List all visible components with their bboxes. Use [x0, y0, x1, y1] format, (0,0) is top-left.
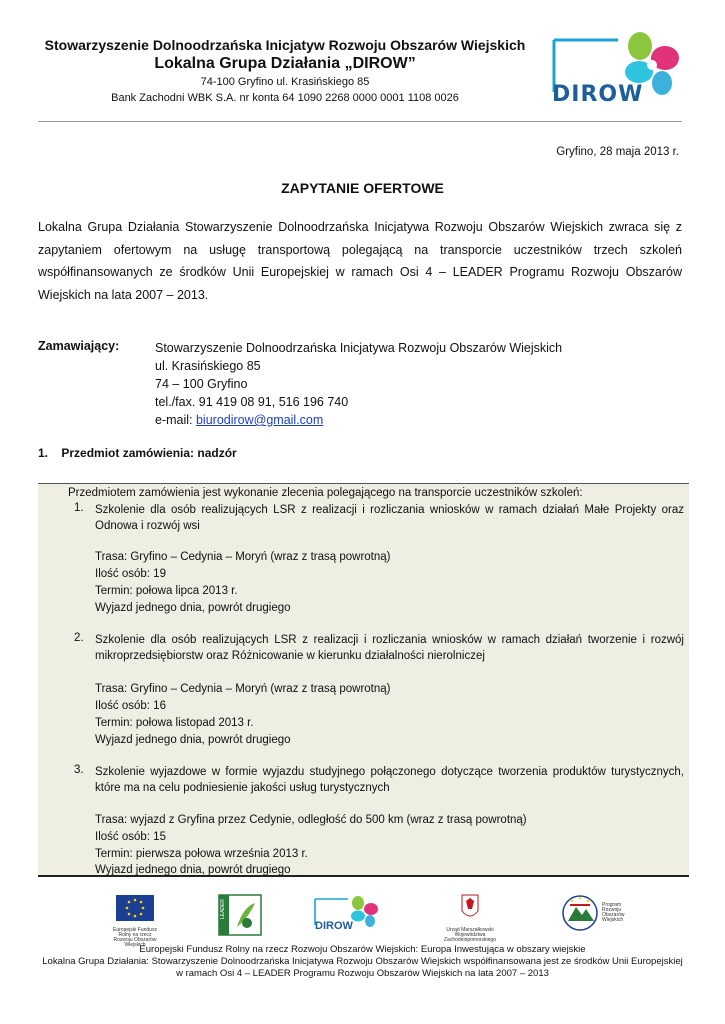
footer-line1: Europejski Fundusz Rolny na rzecz Rozwoju Obszarów Wiejskich: Europa Inwestująca w obszary wiejskie [139, 944, 586, 955]
item-trip: Wyjazd jednego dnia, powrót drugiego [95, 864, 291, 876]
item-term: Termin: pierwsza połowa września 2013 r. [95, 848, 308, 860]
org-address: 74-100 Gryfino ul. Krasińskiego 85 [200, 76, 370, 88]
ordering-line3: 74 – 100 Gryfino [155, 377, 248, 391]
item-number: 2. [74, 632, 84, 644]
logo-text: DIROW [552, 82, 644, 107]
item-term: Termin: połowa lipca 2013 r. [95, 585, 238, 597]
dirow-small-text: DIROW [315, 920, 353, 932]
dirow-small-logo [312, 893, 384, 937]
prow-logo [558, 893, 628, 937]
item-description: Szkolenie dla osób realizujących LSR z realizacji i rozliczania wniosków w ramach działań tworzenie i rozwój mikroprzedsiębiorstw oraz Różnicowanie w kierunku działalności nierolniczej [95, 634, 684, 662]
document-title: ZAPYTANIE OFERTOWE [281, 180, 444, 196]
footer-line3: w ramach Osi 4 – LEADER Programu Rozwoju Obszarów Wiejskich na lata 2007 – 2013 [176, 968, 549, 979]
item-route: Trasa: Gryfino – Cedynia – Moryń (wraz z trasą powrotną) [95, 683, 391, 695]
item-people: Ilość osób: 16 [95, 700, 166, 712]
item-number: 3. [74, 764, 84, 776]
ordering-details [155, 339, 562, 429]
section-number: 1. [38, 446, 49, 460]
intro-paragraph: Lokalna Grupa Działania Stowarzyszenie Dolnoodrzańska Inicjatywa Rozwoju Obszarów Wiejskich zwraca się z zapytaniem ofertowym na usługę transportową polegającą na transporcie uczestników trzech szkoleń współfinansowanych ze środków Unii Europejskiej w ramach Osi 4 – LEADER Programu Rozwoju Obszarów Wiejskich na lata 2007 – 2013. [38, 220, 682, 302]
item-route: Trasa: wyjazd z Gryfina przez Cedynie, odległość do 500 km (wraz z trasą powrotną) [95, 814, 527, 826]
ordering-email-row [155, 411, 562, 429]
item-trip: Wyjazd jednego dnia, powrót drugiego [95, 602, 291, 614]
leader-text: LEADER [220, 899, 226, 920]
header-divider [38, 121, 682, 122]
item-number: 1. [74, 502, 84, 514]
footer [0, 944, 725, 980]
email-label: e-mail: [155, 413, 196, 427]
footer-line2: Lokalna Grupa Działania: Stowarzyszenie Dolnoodrzańska Inicjatywa Rozwoju Obszarów Wiejskich współfinansowana jest ze środków Unii Europejskiej [42, 956, 683, 967]
ordering-label: Zamawiający: [38, 339, 120, 353]
ordering-line1: Stowarzyszenie Dolnoodrzańska Inicjatywa Rozwoju Obszarów Wiejskich [155, 341, 563, 355]
org-name: Stowarzyszenie Dolnoodrzańska Inicjatyw Rozwoju Obszarów Wiejskich [44, 37, 526, 53]
prow-caption: Program Rozwoju Obszarów Wiejskich [602, 902, 625, 923]
section-heading [38, 446, 237, 460]
urzad-caption: Urząd Marszałkowski Województwa Zachodniopomorskiego [444, 927, 496, 943]
ordering-line2: ul. Krasińskiego 85 [155, 359, 261, 373]
item-people: Ilość osób: 19 [95, 568, 166, 580]
urzad-logo [440, 893, 500, 943]
box-intro: Przedmiotem zamówienia jest wykonanie zlecenia polegającego na transporcie uczestników szkoleń: [68, 487, 583, 499]
bank-account: Bank Zachodni WBK S.A. nr konta 64 1090 2268 0000 0001 1108 0026 [111, 92, 459, 104]
email-link[interactable]: biurodirow@gmail.com [195, 413, 324, 427]
leader-logo [215, 893, 265, 937]
eu-caption: Europejski Fundusz Rolny na rzecz Rozwoju Obszarów Wiejskich [113, 927, 157, 948]
item-term: Termin: połowa listopad 2013 r. [95, 717, 254, 729]
document-date: Gryfino, 28 maja 2013 r. [556, 146, 679, 158]
section-title: Przedmiot zamówienia: nadzór [61, 446, 237, 460]
item-people: Ilość osób: 15 [95, 831, 166, 843]
ordering-line4: tel./fax. 91 419 08 91, 516 196 740 [155, 395, 349, 409]
item-description: Szkolenie dla osób realizujących LSR z realizacji i rozliczania wniosków w ramach działań Małe Projekty oraz Odnowa i rozwój wsi [95, 504, 684, 532]
dirow-logo [548, 28, 688, 113]
item-description: Szkolenie wyjazdowe w formie wyjazdu studyjnego połączonego dotyczące tworzenia produktów turystycznych, które ma na celu podniesienie jakości usług turystycznych [95, 766, 684, 794]
eu-logo [110, 895, 160, 948]
item-route: Trasa: Gryfino – Cedynia – Moryń (wraz z trasą powrotną) [95, 551, 391, 563]
item-trip: Wyjazd jednego dnia, powrót drugiego [95, 734, 291, 746]
group-name: Lokalna Grupa Działania „DIROW” [154, 55, 416, 72]
